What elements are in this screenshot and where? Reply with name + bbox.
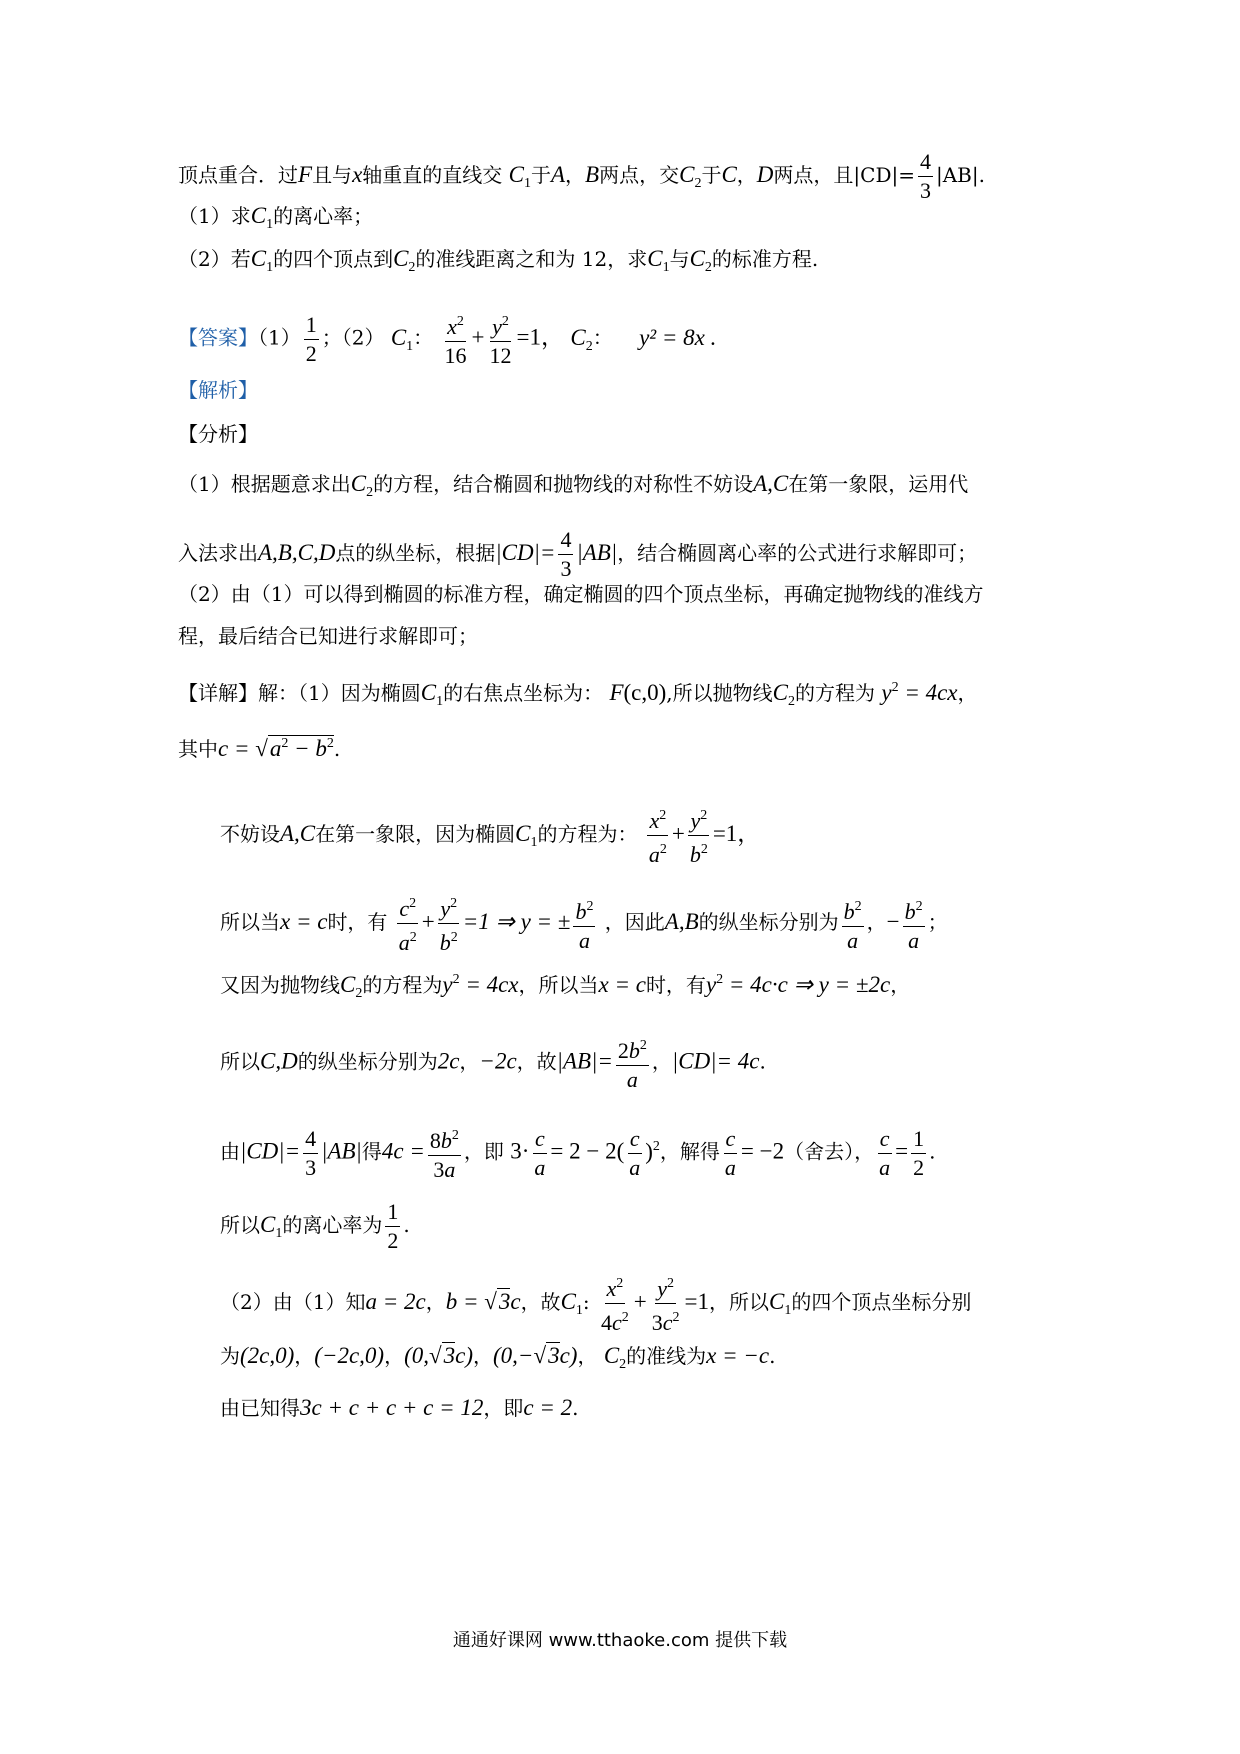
eq-CD-4c: |CD|= 4c <box>671 1048 760 1074</box>
text: |AB|. <box>936 163 985 187</box>
text: ，因此 <box>604 910 665 934</box>
var-C1: $C_1$ <box>250 246 274 275</box>
var-C1: $C_1$ <box>390 324 414 354</box>
fraction-1-2: $\frac{1}{2}$ <box>305 311 317 366</box>
text: ，结合椭圆离心率的公式进行求解即可； <box>617 541 978 565</box>
var-C2: $C_2$ <box>350 471 374 500</box>
eq-AB: |AB| <box>576 540 618 565</box>
fraction-y2-b2: $\frac{y^2}{b^2}$ <box>688 804 710 867</box>
text: 的方程为： <box>537 822 638 846</box>
var-C1: $C_1$ <box>647 246 670 275</box>
text: （1） <box>258 325 301 350</box>
text: ,所以抛物线 <box>666 681 773 705</box>
text: 轴重直的直线交 <box>362 163 503 187</box>
text: 与 <box>669 247 690 271</box>
equation-y2-8x: y² = 8x . <box>639 324 717 350</box>
var-C1: $C_1$ <box>250 203 274 232</box>
text: 且与 <box>312 163 353 187</box>
eq-x-neg-c: x = −c <box>706 1343 770 1368</box>
var-C1: $C_1$ <box>260 1212 283 1241</box>
text: 的方程为 <box>794 681 875 705</box>
text: 得 <box>361 1139 382 1164</box>
fraction-x2-4c2: $\frac{x^2}{4c^2}$ <box>599 1272 631 1335</box>
analysis-line-4: 程，最后结合已知进行求解即可； <box>178 624 478 648</box>
text: ，所以 <box>709 1290 770 1314</box>
eq-2-minus-2: = 2 − 2( <box>550 1138 625 1164</box>
point-F: F <box>609 680 624 705</box>
text: 所以当 <box>220 910 280 934</box>
text: ；（2） <box>321 325 385 350</box>
var-C2: $C_2$ <box>772 680 795 709</box>
problem-line-1: 顶点重合．过F且与x轴重直的直线交 $C_1$于A，B两点，交$C_2$于C，D两点，且|CD|= $\frac{4}{3}$ |AB|. <box>178 149 985 203</box>
text: 的标准方程. <box>711 247 819 271</box>
text: 的离心率为 <box>282 1213 383 1237</box>
detail-line-4: 所以当x = c时，有 $\frac{c^2}{a^2}$ + $\frac{y^2}{b^2}$ =1 ⇒ y = ± $\frac{b^2}{a}$ ，因此A,B的纵坐标分别为 $\frac{b^2}{a}$ ，− $\frac{b^2}{a}$ ； <box>220 892 948 955</box>
text: （2）由（1）知 <box>220 1290 366 1314</box>
fraction-y2-3c2: $\frac{y^2}{3c^2}$ <box>650 1272 682 1335</box>
text: 的方程，结合椭圆和抛物线的对称性不妨设 <box>373 472 754 496</box>
fraction-c-a: $\frac{c}{a}$ <box>629 1125 641 1180</box>
text: 在第一象限，运用代 <box>788 472 969 496</box>
var-C1: $C_1$ <box>515 821 538 850</box>
question-1 <box>178 202 373 239</box>
var-x: x <box>352 162 363 187</box>
analysis-line-1 <box>178 470 968 507</box>
var-AC: A,C <box>280 821 316 846</box>
fraction-x2-a2: $\frac{x^2}{a^2}$ <box>647 804 669 867</box>
vertex-1: (2c,0) <box>240 1343 295 1368</box>
detail-line-5: 又因为抛物线$C_2$的方程为$y^2 = 4cx$，所以当x = c时，有$y^2 = 4c\cdot c$ ⇒ y = ±2c， <box>220 972 911 1001</box>
text: ，故 <box>520 1290 561 1314</box>
var-CD: C,D <box>260 1048 298 1074</box>
var-F: F <box>298 162 313 187</box>
text: （舍去）， <box>784 1139 875 1164</box>
detail-line-3: 不妨设A,C在第一象限，因为椭圆$C_1$的方程为： $\frac{x^2}{a^2}$ + $\frac{y^2}{b^2}$ =1， <box>220 804 760 867</box>
eq-AB: |AB|= <box>556 1048 613 1074</box>
eq-4c: 4c = <box>381 1138 425 1164</box>
detail-line-10: 为(2c,0)，(−2c,0)，(0,√3c)，(0,−√3c)， $C_2$的准线为x = −c. <box>220 1343 776 1372</box>
var-C2: $C_2$ <box>603 1343 627 1372</box>
vertex-3: (0,√3c) <box>404 1343 474 1368</box>
eq-sum: 3c + c + c + c = 12 <box>300 1395 484 1420</box>
val-neg-2c: −2c <box>479 1048 517 1074</box>
fraction-y2-12: $\frac{y^2}{12}$ <box>488 310 514 368</box>
var-A-B: A <box>550 162 566 187</box>
question-2 <box>178 245 818 282</box>
var-C1: $C_1$ <box>420 680 444 709</box>
fraction-c-a: $\frac{c}{a}$ <box>724 1125 736 1180</box>
answer-line: 【答案】（1） $\frac{1}{2}$ ；（2） $C_1$： $\frac{x^2}{16}$ + $\frac{y^2}{12}$ =1， $C_2$： y² = 8x . <box>178 311 717 368</box>
text: ，所以当 <box>518 973 599 997</box>
var-AC: A,C <box>753 471 789 496</box>
text: 所以 <box>220 1213 260 1237</box>
text: 由 <box>220 1139 240 1164</box>
detail-line-2: 其中$c = √a^2 - b^2$. <box>178 736 341 761</box>
fraction-1-2: $\frac{1}{2}$ <box>387 1199 399 1253</box>
eq-parabola: $y^2 = 4cx$ <box>881 680 958 705</box>
page-footer: 通通好课网 www.tthaoke.com 提供下载 <box>452 1630 788 1651</box>
text: （1）根据题意求出 <box>178 472 351 496</box>
text: 的四个顶点到 <box>273 247 394 271</box>
text: ，即 <box>463 1139 504 1164</box>
text: 的方程为 <box>362 973 443 997</box>
var-AB: A,B <box>664 909 699 934</box>
text: 顶点重合．过 <box>178 163 298 187</box>
eq-x-c: x = c <box>598 972 646 997</box>
var-D: D <box>756 162 774 187</box>
text: 于 <box>701 163 722 187</box>
text: 时，有 <box>645 973 706 997</box>
var-C2: $C_2$ <box>393 246 416 275</box>
text: 两点，交 <box>599 163 680 187</box>
detail-line-7: 由|CD|= $\frac{4}{3}$ |AB|得4c = $\frac{8b^2}{3a}$ ，即 3· $\frac{c}{a}$ = 2 − 2( $\frac{c}{a}$ )$^2$，解得 $\frac{c}{a}$ = −2（舍去）， $\frac{c}{a}$ = $\frac{1}{2}$ . <box>220 1125 936 1182</box>
fenxi-tag: 【分析】 <box>178 422 258 446</box>
eq-a-2c: a = 2c <box>365 1289 426 1314</box>
fraction-4-3: $\frac{4}{3}$ <box>560 527 572 581</box>
text: （1）求 <box>178 204 251 228</box>
analysis-tag: 【解析】 <box>178 378 258 402</box>
text: ，即 <box>483 1396 524 1420</box>
eq-c-2: c = 2 <box>523 1395 573 1420</box>
text: 又因为抛物线 <box>220 973 340 997</box>
fraction-x2-16: $\frac{x^2}{16}$ <box>443 310 469 368</box>
var-C: C <box>721 162 737 187</box>
fraction-y2-b2: $\frac{y^2}{b^2}$ <box>438 892 460 955</box>
eq-AB: |AB| <box>321 1138 362 1164</box>
fraction-c-a: $\frac{c}{a}$ <box>534 1125 546 1180</box>
var-C1: $C_1$ <box>560 1289 583 1318</box>
text: ，故 <box>516 1049 557 1074</box>
text: 其中 <box>178 737 218 761</box>
text: 为 <box>220 1344 240 1368</box>
fraction-b2-a: $\frac{b^2}{a}$ <box>842 895 864 953</box>
text: 在第一象限，因为椭圆 <box>315 822 516 846</box>
text: （2）若 <box>178 247 251 271</box>
point-coords: (c,0) <box>623 680 667 705</box>
text: 【详解】解：（1）因为椭圆 <box>178 681 421 705</box>
eq-x-c: x = c <box>280 909 328 934</box>
text: 所以 <box>220 1049 260 1074</box>
eq-y-2c: $y^2 = 4c\cdot c$ ⇒ y = ±2c <box>705 972 891 997</box>
answer-tag: 【答案】 <box>178 325 258 350</box>
vertex-2: (−2c,0) <box>314 1343 385 1368</box>
detail-line-6: 所以C,D的纵坐标分别为2c，−2c，故|AB|= $\frac{2b^2}{a}$ ，|CD|= 4c. <box>220 1034 766 1092</box>
fraction-b2-a-neg: $\frac{b^2}{a}$ <box>903 895 925 953</box>
var-C1: $C_1$ <box>769 1289 792 1318</box>
text: =1， <box>516 324 564 350</box>
text: 时，有 <box>327 910 388 934</box>
text: 的四个顶点坐标分别 <box>791 1290 972 1314</box>
var-C1: $C_1$ <box>508 162 531 191</box>
text: 点的纵坐标，根据 <box>335 541 496 565</box>
text: ，解得 <box>659 1139 720 1164</box>
var-ABCD: A,B,C,D <box>258 540 336 565</box>
close-square: )$^2$ <box>645 1138 660 1164</box>
fraction-4-3: $\frac{4}{3}$ <box>305 1125 317 1180</box>
text: 的离心率； <box>273 204 374 228</box>
val-2c: 2c <box>437 1048 460 1074</box>
eq-b-sqrt3c: b = √3c <box>445 1289 521 1314</box>
detail-line-1: 【详解】解：（1）因为椭圆$C_1$的右焦点坐标为： F(c,0),所以抛物线$C_2$的方程为 $y^2 = 4cx$， <box>178 680 978 709</box>
var-C2: $C_2$ <box>689 246 712 275</box>
var-C2: $C_2$ <box>570 324 593 354</box>
eq-3: 3· <box>510 1138 530 1164</box>
fraction-1-2: $\frac{1}{2}$ <box>913 1125 925 1180</box>
var-B: B <box>585 162 600 187</box>
fraction-c2-a2: $\frac{c^2}{a^2}$ <box>397 892 419 955</box>
text: 于 <box>530 163 551 187</box>
fraction-8b2-3a: $\frac{8b^2}{3a}$ <box>428 1124 461 1182</box>
text: 的纵坐标分别为 <box>297 1049 438 1074</box>
val-neg2: = −2 <box>740 1138 785 1164</box>
eq-CD: |CD|= <box>495 540 556 565</box>
text: 的纵坐标分别为 <box>698 910 839 934</box>
detail-line-9: （2）由（1）知a = 2c，b = √3c，故$C_1$: $\frac{x^2}{4c^2}$ + $\frac{y^2}{3c^2}$ =1，所以$C_1$的四个顶点坐标分别 <box>220 1272 971 1335</box>
text: 不妨设 <box>220 822 280 846</box>
eq-CD: |CD|= <box>240 1138 301 1164</box>
fraction-c-a: $\frac{c}{a}$ <box>879 1125 891 1180</box>
eq-parabola: $y^2 = 4cx$ <box>442 972 519 997</box>
vertex-4: (0,−√3c) <box>493 1343 578 1368</box>
analysis-line-2 <box>178 528 977 581</box>
text: 的准线距离之和为 12，求 <box>415 247 648 271</box>
var-C2: $C_2$ <box>679 162 702 191</box>
fraction-b2-a: $\frac{b^2}{a}$ <box>573 895 595 953</box>
detail-line-8: 所以$C_1$的离心率为 $\frac{1}{2}$ . <box>220 1199 410 1253</box>
text: 两点，且|CD|= <box>773 163 915 187</box>
text: 由已知得 <box>220 1396 300 1420</box>
text: 的准线为 <box>626 1344 707 1368</box>
var-C2: $C_2$ <box>340 972 363 1001</box>
text: 入法求出 <box>178 541 258 565</box>
detail-line-11: 由已知得3c + c + c + c = 12，即c = 2. <box>220 1395 579 1420</box>
eq-c-def: $c = √a^2 - b^2$ <box>218 736 334 761</box>
text: 的右焦点坐标为： <box>443 681 604 705</box>
fraction-4-3: $\frac{4}{3}$ <box>920 149 931 203</box>
analysis-line-3: （2）由（1）可以得到椭圆的标准方程，确定椭圆的四个顶点坐标，再确定抛物线的准线方 <box>178 582 984 606</box>
fraction-2b2-a: $\frac{2b^2}{a}$ <box>616 1034 649 1092</box>
